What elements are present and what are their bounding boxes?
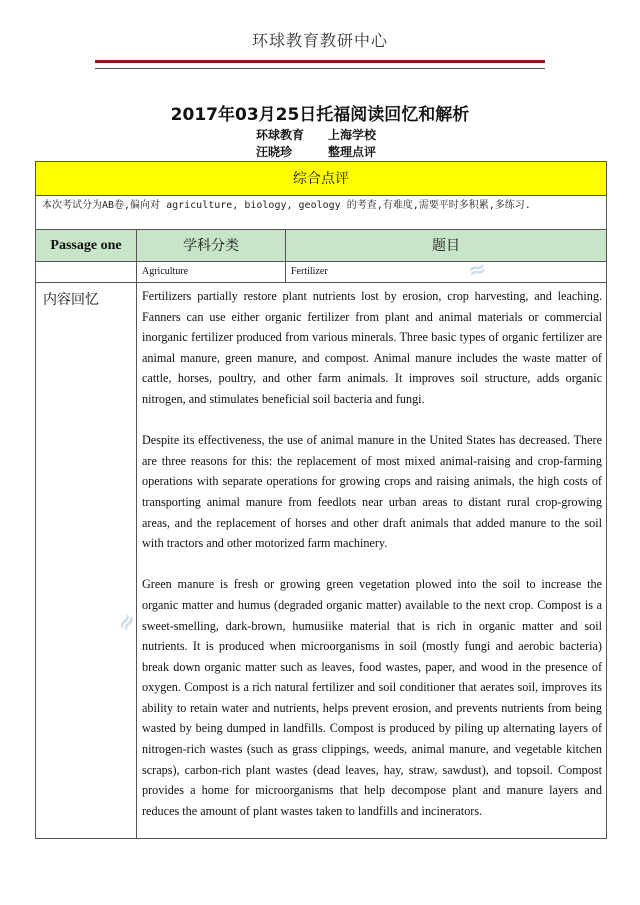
byline-line-1 bbox=[256, 127, 376, 144]
byline-org: 环球教育 bbox=[256, 128, 305, 142]
passage-text bbox=[137, 283, 606, 838]
content-row bbox=[36, 283, 606, 838]
analysis-table bbox=[35, 161, 607, 839]
category-value: Agriculture bbox=[137, 262, 286, 282]
summary-text: 本次考试分为AB卷,偏向对 agriculture, biology, geology 的考查,有难度,需要平时多积累,多练习. bbox=[36, 196, 606, 230]
byline-school: 上海学校 bbox=[328, 128, 377, 142]
page-header-org: 环球教育教研中心 bbox=[251, 31, 388, 50]
paragraph: Despite its effectiveness, the use of animal manure in the United States has decreased. There are three reasons for this: the replacement of most mixed animal-raising and crop-farming operations with separate operations for growing crops and raising animals, the high costs of transporting animal manure from feedlots near urban areas to distant rural crop-growing areas, and the replacement of horses and other draft animals that added manure to the soil with tractors and other motorized farm machinery. bbox=[142, 433, 602, 551]
content-label: 内容回忆 bbox=[36, 283, 137, 838]
summary-heading: 综合点评 bbox=[36, 162, 606, 196]
byline-role: 整理点评 bbox=[328, 145, 377, 159]
paragraph: Green manure is fresh or growing green vegetation plowed into the soil to increase the organic matter and humus (degraded organic matter) available to the next crop. Compost is a sweet-smelling, dark-brown, humusiike material that is rich in organic matter and soil nutrients. It is produced when microorganisms in soil (mostly fungi and aerobic bacteria) break down organic matter such as leaves, food wastes, paper, and wood in the presence of oxygen. Compost is a rich natural fertilizer and soil conditioner that aerates soil, improves its ability to retain water and nutrients, helps prevent erosion, and prevents nutrients from being wasted by being dumped in landfills. Compost is produced by piling up alternating layers of nitrogen-rich wastes (such as grass clippings, weeds, animal manure, and vegetable kitchen scraps), carbon-rich plant wastes (dead leaves, hay, straw, sawdust), and topsoil. Compost provides a home for microorganisms that help decompose plant and manure layers and reduces the amount of plant wastes taken to landfills and incinerators. bbox=[142, 577, 602, 818]
watermark-mark: ≈ bbox=[465, 256, 490, 285]
header-rule-thin bbox=[95, 68, 545, 69]
passage-header-row bbox=[36, 230, 606, 262]
byline-line-2 bbox=[256, 144, 376, 161]
category-row bbox=[36, 262, 606, 283]
topic-value: Fertilizer bbox=[291, 266, 328, 277]
category-header: 学科分类 bbox=[137, 230, 286, 261]
category-row-blank bbox=[36, 262, 137, 282]
header-rule-thick bbox=[95, 60, 545, 63]
topic-header: 题目 bbox=[432, 238, 460, 254]
byline-author: 汪晓珍 bbox=[256, 145, 293, 159]
passage-label: Passage one bbox=[36, 230, 137, 261]
document-title: 2017年03月25日托福阅读回忆和解析 bbox=[170, 105, 470, 125]
paragraph: Fertilizers partially restore plant nutrients lost by erosion, crop harvesting, and leaching. Fanners can use either organic fertilizer from plant and animal materials or commercial inorganic fertilizer produced from various minerals. Three basic types of organic fertilizer are animal manure, green manure, and compost. Animal manure includes the waste matter of cattle, horses, poultry, and other farm animals. It improves soil structure, adds organic nitrogen, and stimulates beneficial soil bacteria and fungi. bbox=[142, 289, 602, 406]
watermark-mark: ≈ bbox=[111, 608, 143, 637]
